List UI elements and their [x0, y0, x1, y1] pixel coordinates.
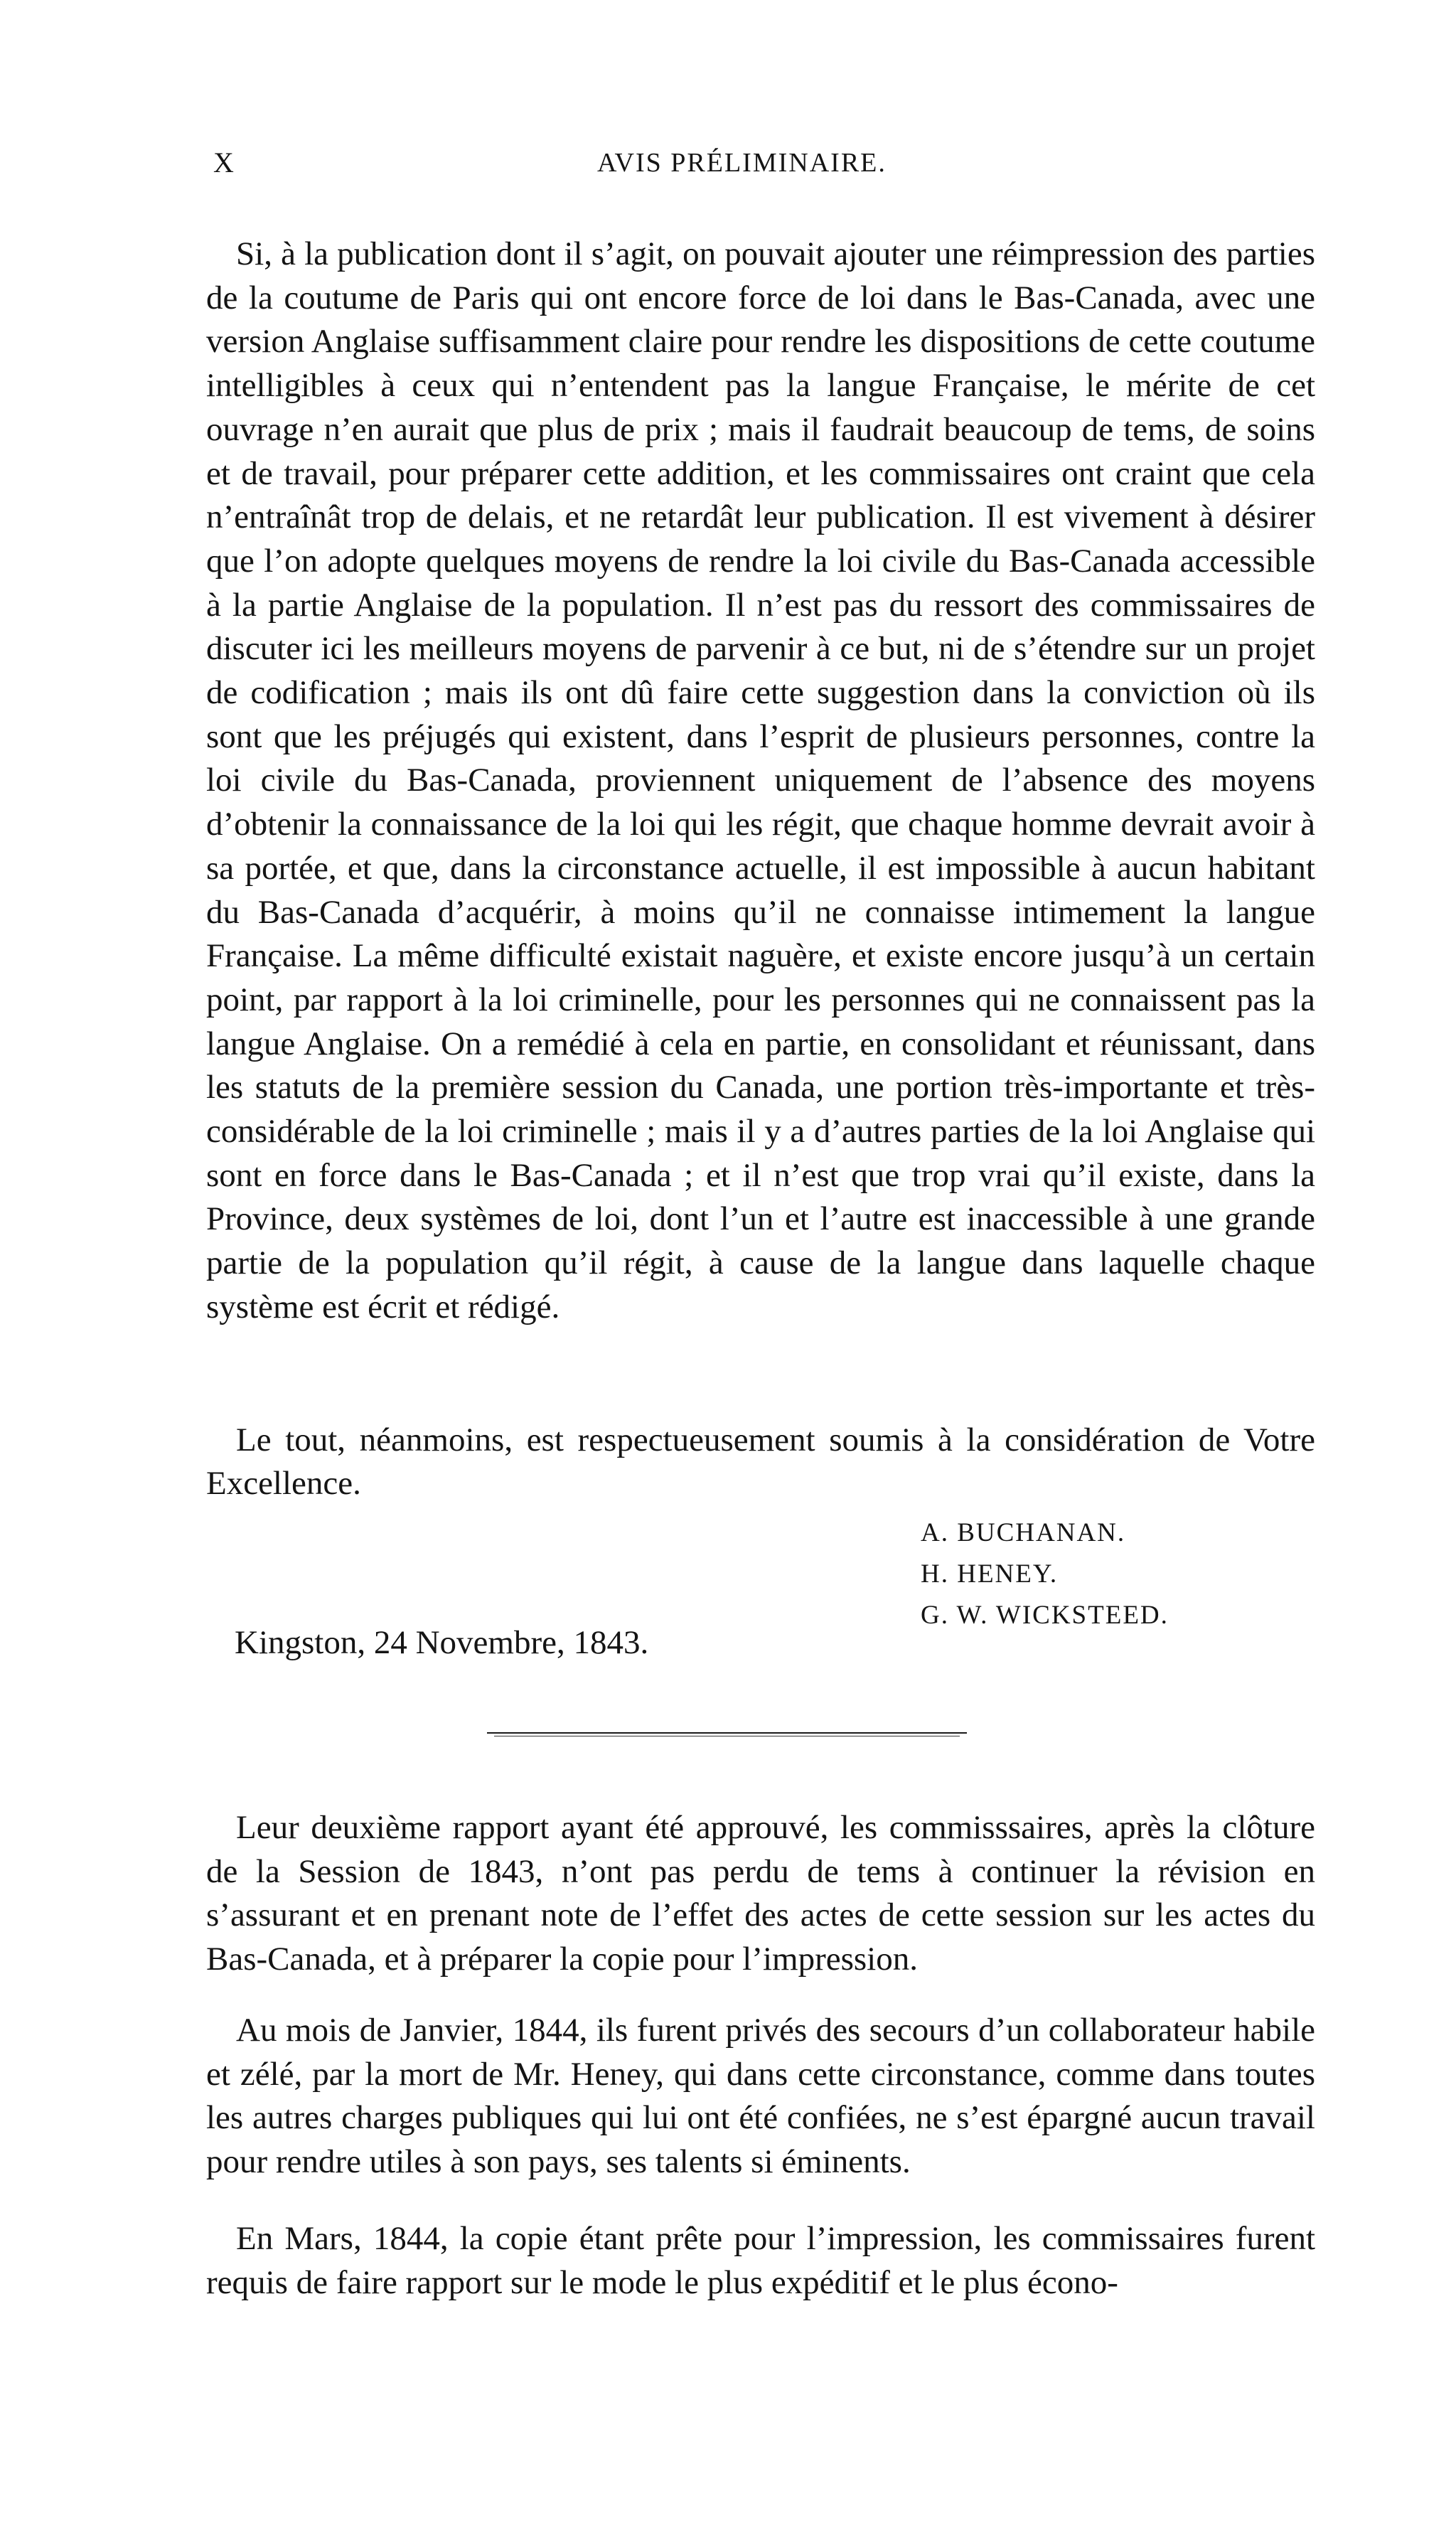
paragraph-heney-death: Au mois de Janvier, 1844, ils furent privés des secours d’un collaborateur habile et zélé, par la mort de Mr. Heney, qui dans cette circonstance, comme dans toutes les autres charges publiques qui lui ont été confiées, ne s’est épargné aucun travail pour rendre utiles à son pays, ses talents si éminents. [206, 2012, 1315, 2180]
paragraph-march-1844: En Mars, 1844, la copie étant prête pour l’impression, les commissaires furent requis de faire rapport sur le mode le plus expéditif et le plus écono- [206, 2220, 1315, 2301]
page-number: X [213, 146, 235, 178]
signatures-block [921, 1512, 1169, 1636]
running-title: AVIS PRÉLIMINAIRE. [597, 148, 887, 178]
paragraph-submission: Le tout, néanmoins, est respectueusement soumis à la considération de Votre Excellence. [206, 1421, 1315, 1502]
page-header [213, 146, 1319, 188]
place-date: Kingston, 24 Novembre, 1843. [235, 1624, 649, 1661]
section-divider [487, 1732, 967, 1734]
paragraph-codification: Si, à la publication dont il s’agit, on pouvait ajouter une réimpression des parties de la coutume de Paris qui ont encore force de loi dans le Bas-Canada, avec une version Anglaise suffisamment claire pour rendre les dispositions de cette coutume intelligibles à ceux qui n’entendent pas la langue Française, le mérite de cet ouvrage n’en aurait que plus de prix ; mais il faudrait beaucoup de tems, de soins et de travail, pour préparer cette addition, et les commissaires ont craint que cela n’entraînât trop de delais, et ne retardât leur publication. Il est vivement à désirer que l’on adopte quelques moyens de rendre la loi civile du Bas-Canada accessible à la partie Anglaise de la population. Il n’est pas du ressort des commissaires de discuter ici les meilleurs moyens de parvenir à ce but, ni de s’étendre sur un projet de codification ; mais ils ont dû faire cette suggestion dans la conviction où ils sont que les préjugés qui existent, dans l’esprit de plusieurs personnes, contre la loi civile du Bas-Canada, proviennent uniquement de l’absence des moyens d’obtenir la connaissance de la loi qui les régit, que chaque homme devrait avoir à sa portée, et que, dans la circonstance actuelle, il est impossible à aucun habitant du Bas-Canada d’acquérir, à moins qu’il ne connaisse intimement la langue Française. La même difficulté existait naguère, et existe encore jusqu’à un certain point, par rapport à la loi criminelle, pour les personnes qui ne connaissent pas la langue Anglaise. On a remédié à cela en partie, en consolidant et réunissant, dans les statuts de la première session du Canada, une portion très-importante et très-considérable de la loi criminelle ; mais il y a d’autres parties de la loi Anglaise qui sont en force dans le Bas-Canada ; et il n’est que trop vrai qu’il existe, dans la Province, deux systèmes de loi, dont l’un et l’autre est inaccessible à une grande partie de la population qu’il régit, à cause de la langue dans laquelle chaque système est écrit et rédigé. [206, 235, 1315, 1325]
paragraph-second-report: Leur deuxième rapport ayant été approuvé, les commisssaires, après la clôture de la Session de 1843, n’ont pas perdu de tems à continuer la révision en s’assurant et en prenant note de l’effet des actes de cette session sur les actes du Bas-Canada, et à préparer la copie pour l’impression. [206, 1809, 1315, 1978]
signatory-wicksteed: G. W. WICKSTEED. [921, 1601, 1169, 1630]
signatory-buchanan: A. BUCHANAN. [921, 1518, 1126, 1547]
signatory-heney: H. HENEY. [921, 1559, 1059, 1589]
